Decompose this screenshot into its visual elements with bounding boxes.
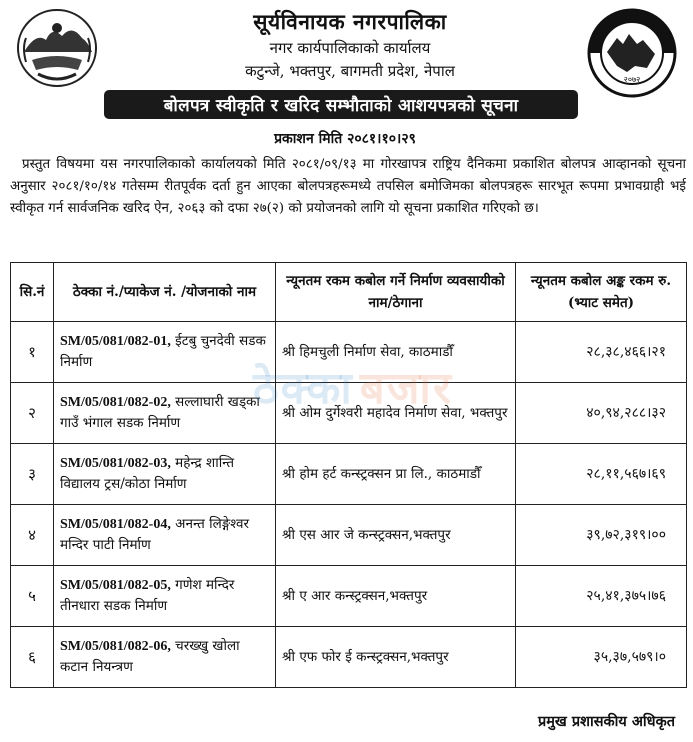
- government-emblem-icon: [16, 8, 98, 88]
- project-name: अनन्त लिङ्गेश्वर मन्दिर पाटी निर्माण: [60, 516, 250, 553]
- row-package: [54, 444, 276, 505]
- project-name: चरख्खु खोला कटान नियन्त्रण: [60, 638, 240, 675]
- table-row: [11, 383, 687, 444]
- row-bidder: श्री होम हर्ट कन्स्ट्रक्सन प्रा लि., काठमाडौँ: [276, 444, 516, 505]
- header-bidder: न्यूनतम रकम कबोल गर्ने निर्माण व्यवसायीको नाम/ठेगाना: [276, 263, 516, 322]
- notice-title: बोलपत्र स्वीकृति र खरिद सम्भौताको आशयपत्रको सूचना: [104, 90, 578, 119]
- row-sn: ६: [11, 627, 54, 688]
- project-name: गणेश मन्दिर तीनधारा सडक निर्माण: [60, 577, 235, 614]
- table-header-row: [11, 263, 687, 322]
- header-package: ठेक्का नं./प्याकेज नं. /योजनाको नाम: [54, 263, 276, 322]
- package-code: SM/05/081/082-04,: [60, 517, 171, 532]
- organization-name: सूर्यविनायक नगरपालिका: [253, 9, 447, 34]
- row-sn: १: [11, 322, 54, 383]
- table-row: [11, 566, 687, 627]
- municipality-seal-icon: [587, 8, 677, 98]
- row-package: [54, 566, 276, 627]
- row-package: [54, 383, 276, 444]
- row-package: [54, 627, 276, 688]
- project-name: महेन्द्र शान्ति विद्यालय ट्रस/कोठा निर्माण: [60, 455, 235, 492]
- header-sn: सि.नं: [11, 263, 54, 322]
- package-code: SM/05/081/082-02,: [60, 395, 171, 410]
- row-amount: २५,४१,३७५।७६: [516, 566, 687, 627]
- table-row: [11, 627, 687, 688]
- row-sn: ४: [11, 505, 54, 566]
- row-sn: ५: [11, 566, 54, 627]
- row-bidder: श्री एफ फोर ई कन्स्ट्रक्सन,भक्तपुर: [276, 627, 516, 688]
- row-amount: ३९,७२,३१९।००: [516, 505, 687, 566]
- office-address: कटुन्जे, भक्तपुर, बागमती प्रदेश, नेपाल: [245, 62, 455, 80]
- project-name: ईटबु चुनदेवी सडक निर्माण: [60, 333, 266, 370]
- row-amount: २८,११,५६७।६९: [516, 444, 687, 505]
- row-bidder: श्री ओम दुर्गेश्वरी महादेव निर्माण सेवा, भक्तपुर: [276, 383, 516, 444]
- watermark-part1: ठेक्का: [253, 363, 354, 414]
- table-row: [11, 505, 687, 566]
- table-row: [11, 322, 687, 383]
- bid-acceptance-table: [10, 262, 687, 688]
- header-amount: न्यूनतम कबोल अङ्क रकम रु. (भ्याट समेत): [516, 263, 687, 322]
- row-amount: २८,३८,४६६।२१: [516, 322, 687, 383]
- row-amount: ४०,९४,२८८।३२: [516, 383, 687, 444]
- row-bidder: श्री एस आर जे कन्स्ट्रक्सन,भक्तपुर: [276, 505, 516, 566]
- row-amount: ३५,३७,५७९।०: [516, 627, 687, 688]
- row-package: [54, 505, 276, 566]
- row-bidder: श्री हिमचुली निर्माण सेवा, काठमाडौँ: [276, 322, 516, 383]
- package-code: SM/05/081/082-06,: [60, 639, 171, 654]
- table-row: [11, 444, 687, 505]
- watermark-part2: बजार: [359, 363, 453, 414]
- package-code: SM/05/081/082-05,: [60, 578, 171, 593]
- row-bidder: श्री ए आर कन्स्ट्रक्सन,भक्तपुर: [276, 566, 516, 627]
- seal-year: २०७२: [623, 75, 641, 84]
- package-code: SM/05/081/082-03,: [60, 456, 171, 471]
- project-name: सल्लाघारी खड्का गाउँ भंगाल सडक निर्माण: [60, 394, 260, 431]
- row-package: [54, 322, 276, 383]
- row-sn: २: [11, 383, 54, 444]
- package-code: SM/05/081/082-01,: [60, 334, 171, 349]
- intro-paragraph: प्रस्तुत विषयमा यस नगरपालिकाको कार्यालयको मिति २०८१/०९/१३ मा गोरखापत्र राष्ट्रिय दैनिकमा प्रकाशित बोलपत्र आव्हानको सूचना अनुसार २०८१/१०/१४ गतेसम्म रीतपूर्वक दर्ता हुन आएका बोलपत्रहरूमध्ये तपसिल बमोजिमका बोलपत्रहरू सारभूत रूपमा प्रभावग्राही भई स्वीकृत गर्न सार्वजनिक खरिद ऐन, २०६३ को दफा २७(२) को प्रयोजनको लागि यो सूचना प्रकाशित गरिएको छ।: [10, 157, 686, 216]
- publication-date: प्रकाशन मिति २०८१।१०।२९: [274, 131, 416, 147]
- office-name: नगर कार्यपालिकाको कार्यालय: [269, 39, 431, 57]
- row-sn: ३: [11, 444, 54, 505]
- signature-title: प्रमुख प्रशासकीय अधिकृत: [538, 713, 675, 730]
